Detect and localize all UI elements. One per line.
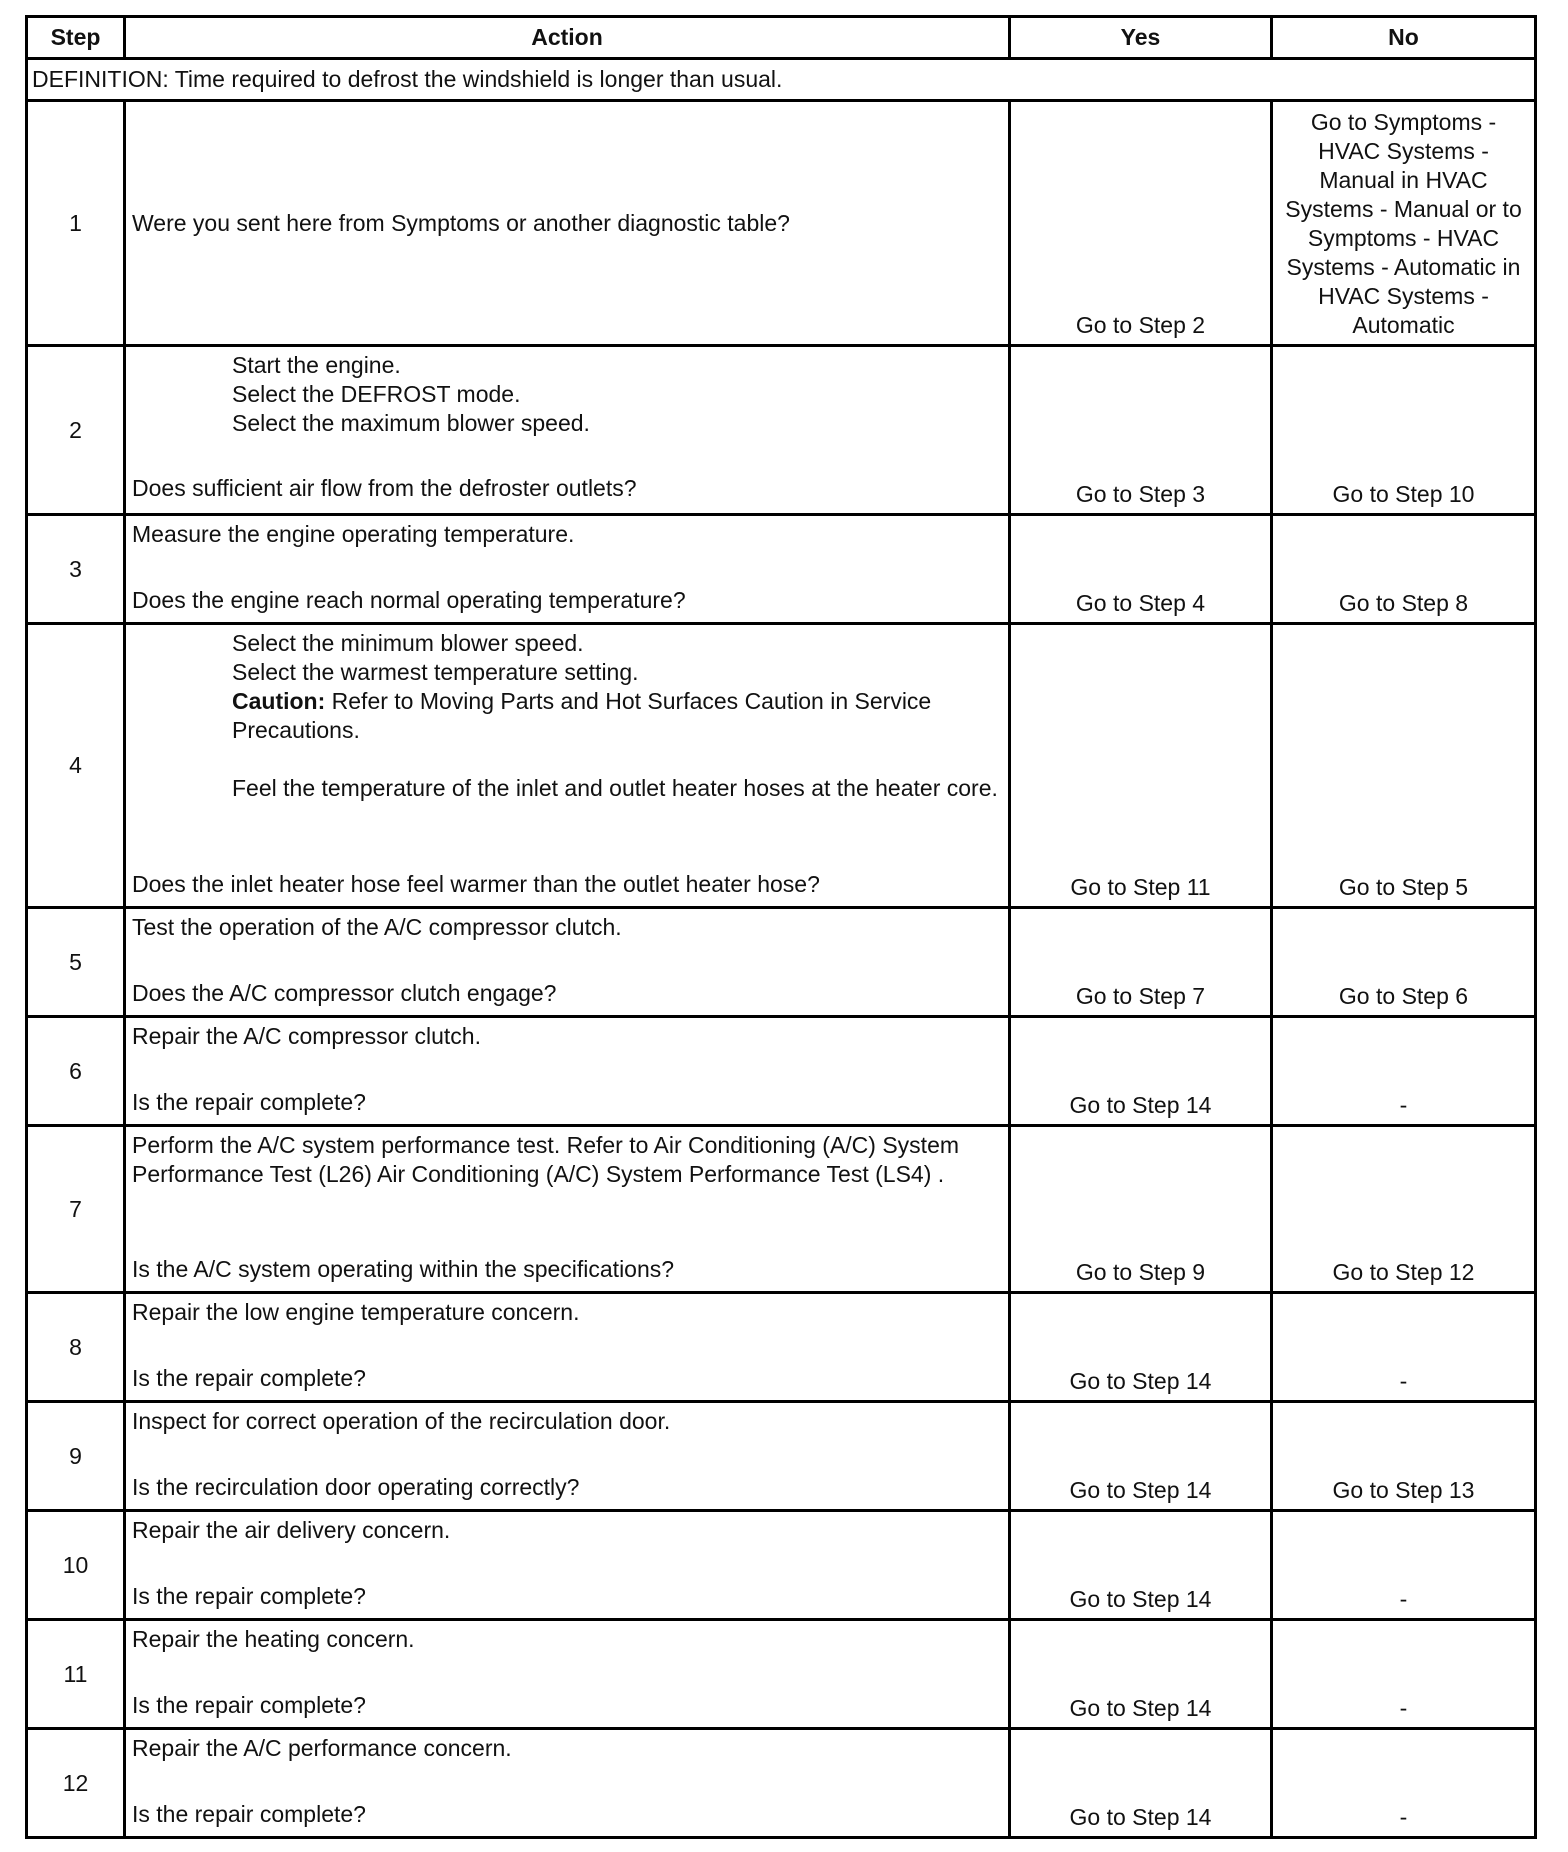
- table-row: [27, 515, 1536, 624]
- yes-cell: Go to Step 14: [1010, 1511, 1272, 1620]
- header-yes: Yes: [1010, 17, 1272, 59]
- no-cell: -: [1272, 1511, 1536, 1620]
- yes-cell: Go to Step 14: [1010, 1293, 1272, 1402]
- action-cell: [125, 1126, 1010, 1293]
- step-number: 1: [27, 101, 125, 346]
- action-question: Does sufficient air flow from the defroster outlets?: [132, 475, 637, 501]
- action-cell: [125, 624, 1010, 908]
- no-cell: Go to Step 12: [1272, 1126, 1536, 1293]
- action-question: Were you sent here from Symptoms or another diagnostic table?: [132, 209, 790, 236]
- action-line: Test the operation of the A/C compressor clutch.: [132, 914, 622, 940]
- table-row: [27, 1293, 1536, 1402]
- action-line: Select the warmest temperature setting.: [232, 659, 639, 685]
- definition-text: DEFINITION: Time required to defrost the windshield is longer than usual.: [27, 59, 1536, 101]
- step-number: 2: [27, 346, 125, 515]
- yes-cell: Go to Step 9: [1010, 1126, 1272, 1293]
- table-row: [27, 101, 1536, 346]
- header-action: Action: [125, 17, 1010, 59]
- step-number: 7: [27, 1126, 125, 1293]
- yes-cell: Go to Step 3: [1010, 346, 1272, 515]
- step-number: 6: [27, 1017, 125, 1126]
- table-row: [27, 1126, 1536, 1293]
- action-cell: [125, 1293, 1010, 1402]
- table-row: [27, 1402, 1536, 1511]
- no-cell: -: [1272, 1293, 1536, 1402]
- action-question: Does the inlet heater hose feel warmer than the outlet heater hose?: [132, 871, 820, 897]
- no-cell: Go to Step 13: [1272, 1402, 1536, 1511]
- action-line: Repair the A/C compressor clutch.: [132, 1023, 481, 1049]
- table-row: [27, 1511, 1536, 1620]
- no-cell: -: [1272, 1017, 1536, 1126]
- action-line: Select the DEFROST mode.: [232, 381, 521, 407]
- yes-cell: Go to Step 14: [1010, 1017, 1272, 1126]
- action-line: Select the minimum blower speed.: [232, 630, 584, 656]
- step-number: 12: [27, 1729, 125, 1838]
- action-line: Select the maximum blower speed.: [232, 410, 590, 436]
- action-cell: [125, 1511, 1010, 1620]
- action-question: Does the engine reach normal operating temperature?: [132, 587, 686, 613]
- yes-cell: Go to Step 4: [1010, 515, 1272, 624]
- yes-cell: Go to Step 14: [1010, 1620, 1272, 1729]
- yes-cell: Go to Step 14: [1010, 1402, 1272, 1511]
- table-row: [27, 1017, 1536, 1126]
- action-cell: [125, 101, 1010, 346]
- diagnostic-table: [25, 15, 1537, 1839]
- action-cell: [125, 346, 1010, 515]
- caution-note: [132, 687, 1002, 745]
- table-row: [27, 908, 1536, 1017]
- yes-cell: Go to Step 11: [1010, 624, 1272, 908]
- action-cell: [125, 515, 1010, 624]
- action-line: Feel the temperature of the inlet and outlet heater hoses at the heater core.: [232, 775, 998, 801]
- action-line: Repair the air delivery concern.: [132, 1517, 451, 1543]
- action-line: Inspect for correct operation of the recirculation door.: [132, 1408, 671, 1434]
- action-line: Perform the A/C system performance test. Refer to Air Conditioning (A/C) System Performance Test (L26) Air Conditioning (A/C) System Performance Test (LS4) .: [132, 1132, 960, 1187]
- action-question: Is the A/C system operating within the specifications?: [132, 1256, 675, 1282]
- no-cell: Go to Step 8: [1272, 515, 1536, 624]
- action-cell: [125, 908, 1010, 1017]
- definition-row: [27, 59, 1536, 101]
- action-line: Repair the low engine temperature concern.: [132, 1299, 580, 1325]
- action-line: Repair the heating concern.: [132, 1626, 415, 1652]
- table-row: [27, 624, 1536, 908]
- table-row: [27, 1729, 1536, 1838]
- action-cell: [125, 1017, 1010, 1126]
- diagnostic-table-container: [25, 15, 1534, 1839]
- no-cell: Go to Step 5: [1272, 624, 1536, 908]
- no-cell: Go to Step 6: [1272, 908, 1536, 1017]
- action-line: Measure the engine operating temperature.: [132, 521, 575, 547]
- step-number: 3: [27, 515, 125, 624]
- header-step: Step: [27, 17, 125, 59]
- header-row: [27, 17, 1536, 59]
- step-number: 9: [27, 1402, 125, 1511]
- step-number: 10: [27, 1511, 125, 1620]
- no-cell: -: [1272, 1729, 1536, 1838]
- table-row: [27, 1620, 1536, 1729]
- action-question: Does the A/C compressor clutch engage?: [132, 980, 557, 1006]
- action-cell: [125, 1620, 1010, 1729]
- caution-text: Refer to Moving Parts and Hot Surfaces Caution in Service Precautions.: [232, 688, 932, 743]
- action-question: Is the repair complete?: [132, 1583, 366, 1609]
- action-cell: [125, 1402, 1010, 1511]
- header-no: No: [1272, 17, 1536, 59]
- caution-label: Caution:: [232, 688, 326, 714]
- step-number: 11: [27, 1620, 125, 1729]
- action-question: Is the repair complete?: [132, 1692, 366, 1718]
- yes-cell: Go to Step 14: [1010, 1729, 1272, 1838]
- action-question: Is the repair complete?: [132, 1801, 366, 1827]
- no-cell: Go to Step 10: [1272, 346, 1536, 515]
- action-line: Repair the A/C performance concern.: [132, 1735, 512, 1761]
- no-cell: Go to Symptoms - HVAC Systems - Manual in HVAC Systems - Manual or to Symptoms - HVAC Systems - Automatic in HVAC Systems - Automatic: [1272, 101, 1536, 346]
- step-number: 8: [27, 1293, 125, 1402]
- yes-cell: Go to Step 2: [1010, 101, 1272, 346]
- action-cell: [125, 1729, 1010, 1838]
- no-cell: -: [1272, 1620, 1536, 1729]
- yes-cell: Go to Step 7: [1010, 908, 1272, 1017]
- step-number: 5: [27, 908, 125, 1017]
- table-row: [27, 346, 1536, 515]
- action-question: Is the recirculation door operating correctly?: [132, 1474, 580, 1500]
- action-question: Is the repair complete?: [132, 1089, 366, 1115]
- action-line: Start the engine.: [232, 352, 401, 378]
- action-question: Is the repair complete?: [132, 1365, 366, 1391]
- step-number: 4: [27, 624, 125, 908]
